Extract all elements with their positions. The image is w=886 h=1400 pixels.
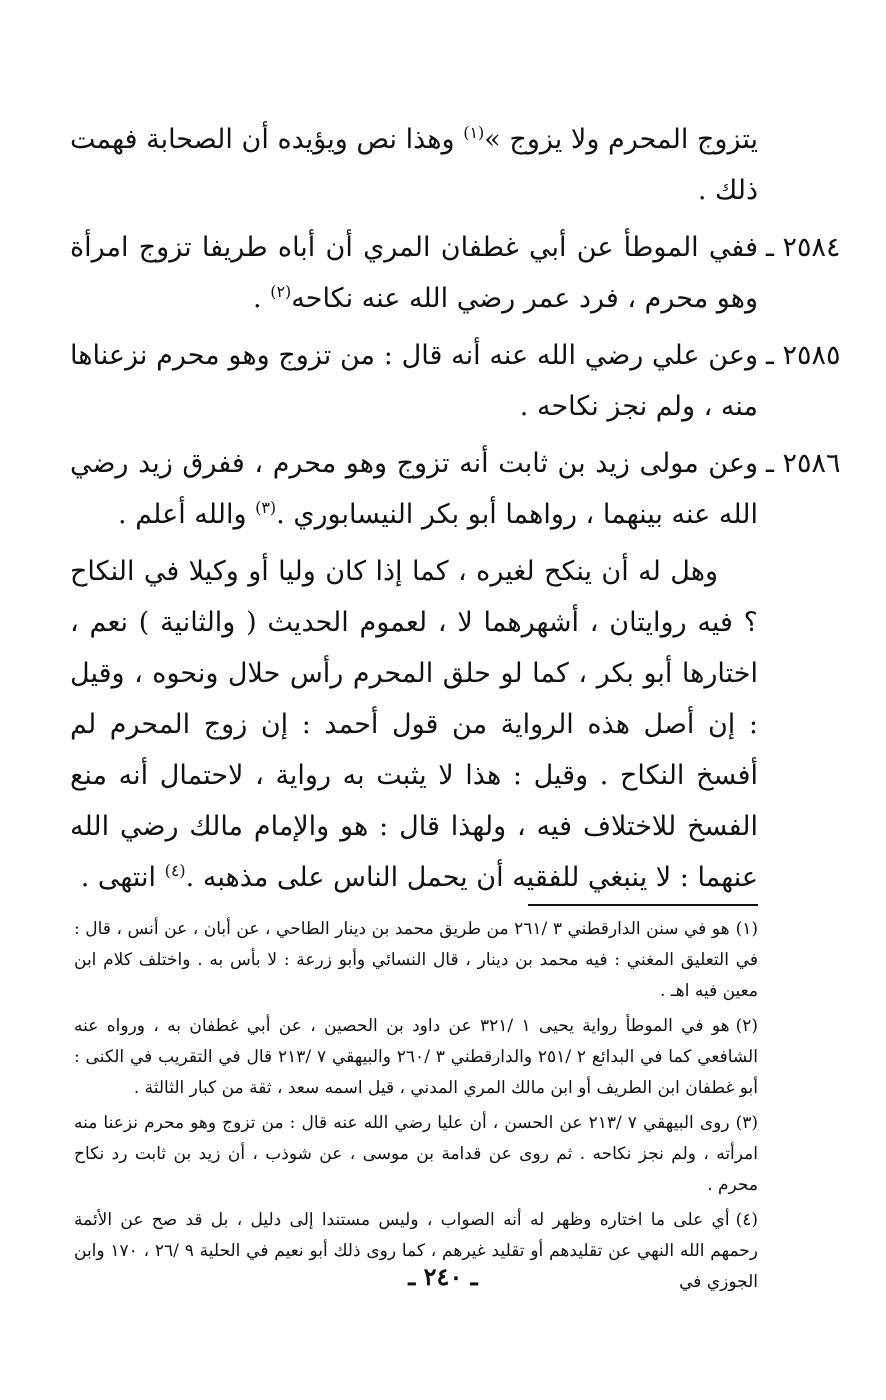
entry-number: ٢٥٨٦ ـ: [766, 448, 841, 479]
entry-number: ٢٥٨٥ ـ: [766, 340, 841, 371]
main-text: [70, 114, 841, 903]
footnote-text: هو في سنن الدارقطني ٣ /٢٦١ من طريق محمد بن دينار الطاحي ، عن أبان ، عن أنس ، قال : في التعليق المغني : فيه محمد بن دينار ، قال النسائي وأبو زرعة : لا بأس به . واختلف كلام ابن معين فيه اهـ .: [74, 919, 758, 1001]
footnote-ref-3: (٣): [255, 498, 277, 517]
closing-paragraph: [70, 546, 758, 903]
footnote-ref-1: (١): [463, 123, 485, 142]
entry-number: ٢٥٨٤ ـ: [766, 232, 841, 263]
footnote-mark: (٤): [735, 1210, 758, 1230]
footnote-mark: (٣): [735, 1113, 758, 1133]
entry-tail: والله أعلم .: [118, 499, 256, 530]
entry-2584: [70, 222, 841, 324]
footnote-3: [74, 1108, 758, 1201]
continuation-text: يتزوج المحرم ولا يزوج »: [484, 124, 758, 155]
footnote-text: هو في الموطأ رواية يحيى ١ /٣٢١ عن داود بن الحصين ، عن أبي غطفان به ، ورواه عنه الشافعي كما في البدائع ٢ /٢٥١ والدارقطني ٣ /٢٦٠ والبيهقي ٧ /٢١٣ قال في التقريب في الكنى : أبو غطفان ابن الطريف أو ابن مالك المري المدني ، قيل اسمه سعد ، ثقة من كبار الثالثة .: [74, 1016, 758, 1098]
footnotes: [74, 914, 758, 1302]
closing-text: وهل له أن ينكح لغيره ، كما إذا كان وليا أو وكيلا في النكاح ؟ فيه روايتان ، أشهرهما لا ، لعموم الحديث ( والثانية ) نعم ، اختارها أبو بكر ، كما لو حلق المحرم رأس حلال ونحوه ، وقيل : إن أصل هذه الرواية من قول أحمد : إن زوج المحرم لم أفسخ النكاح . وقيل : هذا لا يثبت به رواية ، لاحتمال أنه منع الفسخ للاختلاف فيه ، ولهذا قال : هو والإمام مالك رضي الله عنهما : لا ينبغي للفقيه أن يحمل الناس على مذهبه .: [70, 556, 758, 893]
footnote-ref-2: (٢): [270, 282, 292, 301]
closing-tail: انتهى .: [80, 862, 165, 893]
entry-text: وعن مولى زيد بن ثابت أنه تزوج وهو محرم ، ففرق زيد رضي الله عنه بينهما ، رواهما أبو بكر النيسابوري .: [70, 448, 758, 530]
page-number: ـ ٢٤٠ ـ: [408, 1262, 478, 1291]
entry-text: ففي الموطأ عن أبي غطفان المري أن أباه طريفا تزوج امرأة وهو محرم ، فرد عمر رضي الله عنه نكاحه: [70, 232, 758, 314]
footnote-text: روى البيهقي ٧ /٢١٣ عن الحسن ، أن عليا رضي الله عنه قال : من تزوج وهو محرم نزعنا منه امرأته ، ولم نجز نكاحه . ثم روى عن قدامة بن موسى ، عن شوذب ، أن زيد بن ثابت رد نكاح محرم .: [74, 1113, 758, 1195]
footnote-text: أي على ما اختاره وظهر له أنه الصواب ، وليس مستندا إلى دليل ، بل قد صح عن الأئمة رحمهم الله النهي عن تقليدهم أو تقليد غيرهم ، كما روى ذلك أبو نعيم في الحلية ٩ /٢٦ ، ١٧٠ وابن الجوزي في: [74, 1210, 759, 1292]
footnote-2: [74, 1011, 758, 1104]
continuation-tail: وهذا نص ويؤيده أن الصحابة فهمت ذلك .: [70, 124, 758, 206]
footnote-ref-4: (٤): [164, 861, 186, 880]
footnote-mark: (٢): [735, 1016, 758, 1036]
footnote-mark: (١): [735, 919, 758, 939]
entry-2585: [70, 330, 841, 432]
continuation-paragraph: [70, 114, 758, 216]
footnote-1: [74, 914, 758, 1007]
footnote-separator: [528, 904, 758, 906]
entry-2586: [70, 438, 841, 540]
entry-text: وعن علي رضي الله عنه أنه قال : من تزوج وهو محرم نزعناها منه ، ولم نجز نكاحه .: [70, 340, 758, 422]
entry-tail: .: [253, 283, 271, 314]
